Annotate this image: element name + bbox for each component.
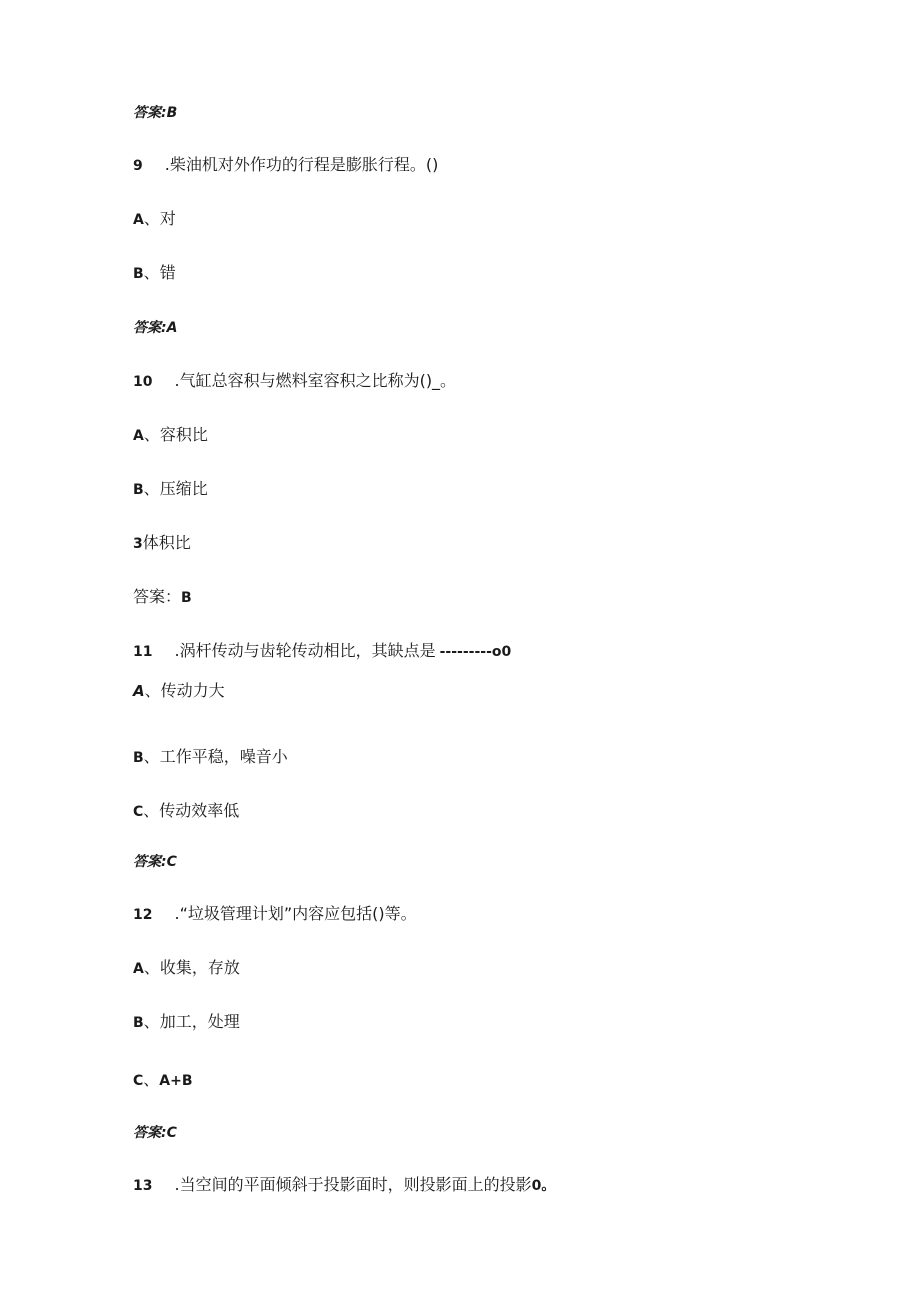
q11-number: 11 bbox=[133, 644, 153, 660]
q11-option-b-text: 工作平稳，噪音小 bbox=[159, 747, 288, 766]
q13-question bbox=[133, 1175, 555, 1196]
q9-option-b-text: 错 bbox=[159, 263, 176, 282]
q11-option-c-letter: C bbox=[133, 804, 144, 820]
q12-option-a-text: 收集，存放 bbox=[159, 958, 240, 977]
q10-text: .气缸总容积与燃料室容积之比称为()_。 bbox=[174, 371, 457, 390]
q11-option-c-text: 传动效率低 bbox=[159, 801, 240, 820]
q9-option-a: A、对 bbox=[133, 209, 176, 228]
q12-question bbox=[133, 904, 417, 925]
q10-option-c-letter: 3 bbox=[133, 536, 143, 552]
q11-option-c: C、传动效率低 bbox=[133, 801, 240, 820]
q10-option-b: B、压缩比 bbox=[133, 479, 208, 498]
q12-option-b-letter: B bbox=[133, 1015, 144, 1031]
q9-answer: 答案:A bbox=[133, 320, 178, 336]
q10-option-a: A、容积比 bbox=[133, 425, 208, 444]
q10-option-a-letter: A bbox=[133, 428, 144, 444]
q11-option-b-letter: B bbox=[133, 750, 144, 766]
q13-number: 13 bbox=[133, 1178, 153, 1194]
q8-answer: 答案:B bbox=[133, 105, 178, 121]
q9-option-a-letter: A bbox=[133, 212, 144, 228]
q10-option-b-text: 压缩比 bbox=[159, 479, 208, 498]
q12-option-a: A、收集，存放 bbox=[133, 958, 240, 977]
q10-number: 10 bbox=[133, 374, 153, 390]
q12-text: .“垃圾管理计划”内容应包括()等。 bbox=[174, 904, 417, 923]
q9-option-b: B、错 bbox=[133, 263, 176, 282]
q11-option-a: A、传动力大 bbox=[133, 681, 225, 700]
q10-option-b-letter: B bbox=[133, 482, 144, 498]
q10-answer-label: 答案： bbox=[133, 587, 182, 606]
q9-text: .柴油机对外作功的行程是膨胀行程。() bbox=[164, 155, 439, 174]
q11-option-a-text: 传动力大 bbox=[160, 681, 225, 700]
q11-text: .涡杆传动与齿轮传动相比，其缺点是 bbox=[174, 641, 436, 660]
q12-answer: 答案:C bbox=[133, 1125, 177, 1141]
q12-option-c-letter: C bbox=[133, 1073, 144, 1089]
q10-option-c-text: 体积比 bbox=[142, 533, 191, 552]
q9-question bbox=[133, 155, 438, 176]
q12-option-b-text: 加工，处理 bbox=[159, 1012, 240, 1031]
q9-number: 9 bbox=[133, 158, 143, 174]
q11-question bbox=[133, 641, 511, 662]
q10-question bbox=[133, 371, 456, 392]
q9-option-b-letter: B bbox=[133, 266, 144, 282]
q10-option-a-text: 容积比 bbox=[159, 425, 208, 444]
q13-text: .当空间的平面倾斜于投影面时，则投影面上的投影 bbox=[174, 1175, 532, 1194]
q12-option-c-text: A+B bbox=[159, 1073, 193, 1089]
q12-number: 12 bbox=[133, 907, 153, 923]
q11-option-a-letter: A bbox=[133, 682, 145, 700]
q13-tail: 0。 bbox=[531, 1178, 556, 1194]
q10-option-c bbox=[133, 533, 191, 554]
q9-option-a-text: 对 bbox=[159, 209, 176, 228]
q11-blank: ---------o0 bbox=[439, 644, 512, 660]
q12-option-c: C、A+B bbox=[133, 1070, 193, 1089]
q12-option-b: B、加工，处理 bbox=[133, 1012, 240, 1031]
q12-option-a-letter: A bbox=[133, 961, 144, 977]
q11-option-b: B、工作平稳，噪音小 bbox=[133, 747, 288, 766]
q10-answer bbox=[133, 587, 192, 608]
q10-answer-value: B bbox=[181, 590, 192, 606]
q11-answer: 答案:C bbox=[133, 854, 177, 870]
